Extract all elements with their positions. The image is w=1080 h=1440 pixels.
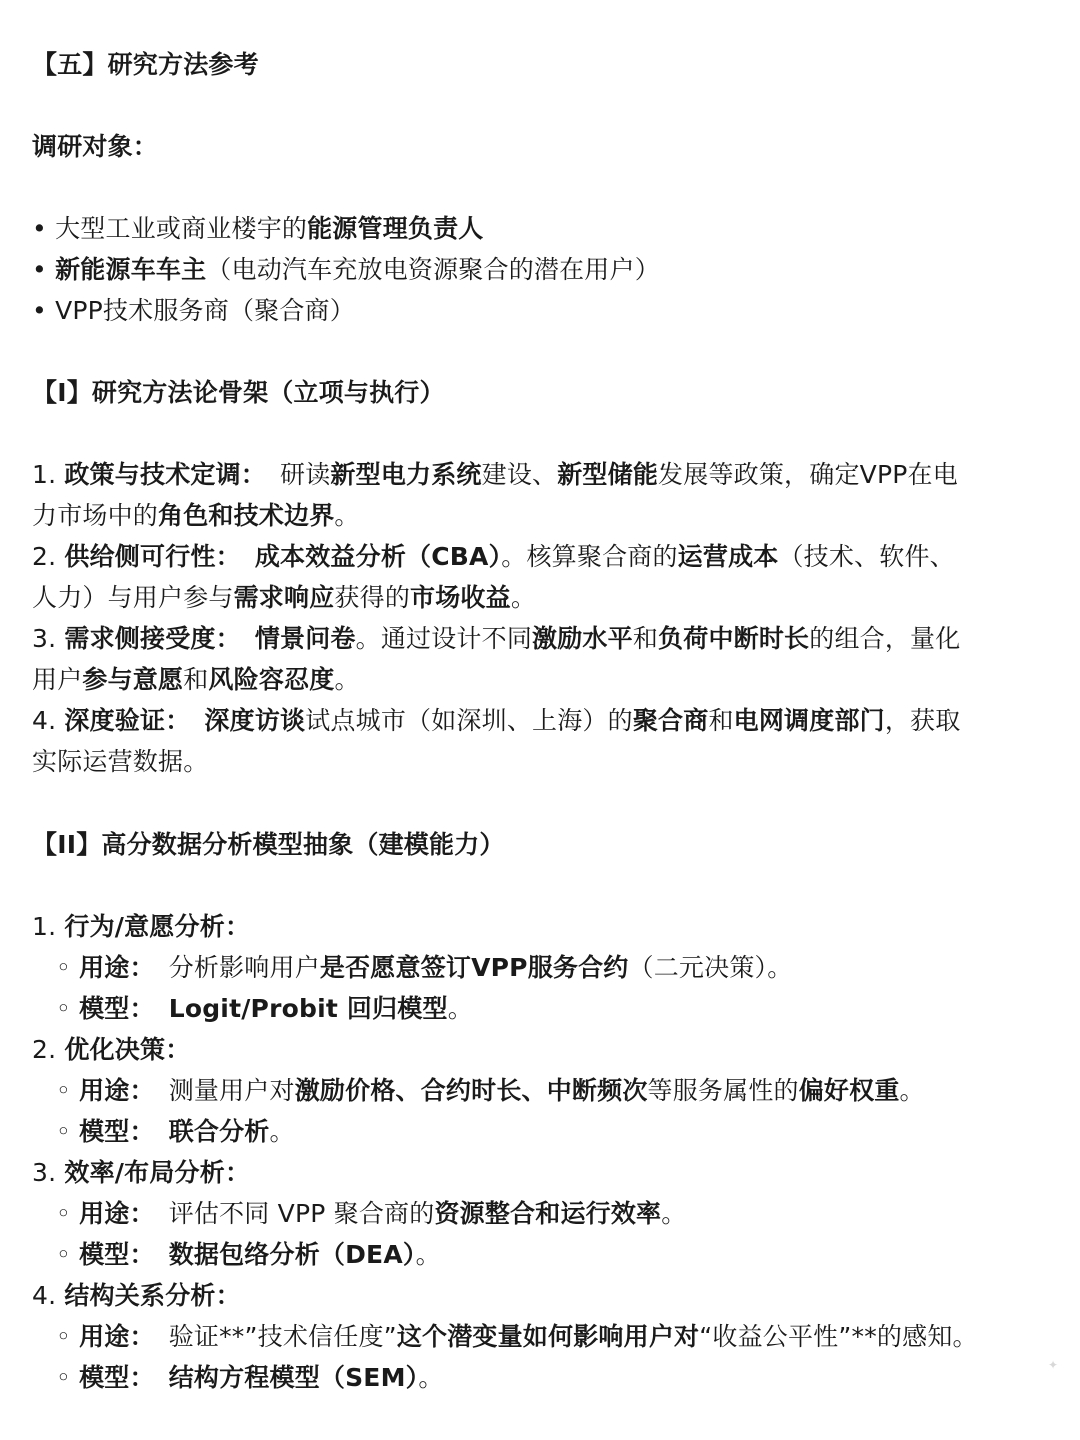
bold-text: 效率/布局分析：: [64, 1158, 251, 1187]
text-segment: ◦: [56, 1117, 80, 1146]
bold-text: 模型：: [79, 994, 155, 1023]
text-segment: 4.: [32, 706, 65, 735]
model-sub-item: [56, 1070, 1032, 1111]
text-segment: “收益公平性”**的感知。: [699, 1322, 978, 1351]
text-segment: 。: [418, 1363, 444, 1392]
framework-line: [32, 618, 1032, 659]
text-segment: 人力）与用户参与: [32, 583, 234, 612]
text-segment: ◦: [56, 953, 80, 982]
text-segment: 获得的: [334, 583, 411, 612]
text-segment: 研读: [280, 460, 331, 489]
bold-text: 用途：: [79, 1076, 155, 1105]
bold-text: 聚合商: [632, 706, 709, 735]
model-item: [32, 1029, 1032, 1070]
bold-text: 深度验证：: [64, 706, 191, 735]
text-segment: 。通过设计不同: [355, 624, 533, 653]
respondents-title: 调研对象：: [32, 132, 159, 161]
model-sub-item: [56, 988, 1032, 1029]
bold-text: 行为/意愿分析：: [64, 912, 251, 941]
bold-text: 激励水平: [532, 624, 633, 653]
text-segment: 建设、: [481, 460, 558, 489]
text-segment: 分析影响用户: [168, 953, 320, 982]
text-segment: 1.: [32, 460, 65, 489]
models-title: 【II】高分数据分析模型抽象（建模能力）: [32, 830, 505, 859]
bold-text: 能源管理负责人: [307, 214, 484, 243]
text-segment: 2.: [32, 1035, 65, 1064]
framework-line: [32, 454, 1032, 495]
text-segment: （二元决策）。: [628, 953, 793, 982]
bold-text: 这个潜变量如何影响用户对: [396, 1322, 700, 1351]
text-segment: 力市场中的: [32, 501, 159, 530]
bold-text: 深度访谈: [204, 706, 306, 735]
text-segment: ◦: [56, 1076, 80, 1105]
model-sub-item: [56, 1111, 1032, 1152]
bold-text: 运营成本: [677, 542, 779, 571]
text-segment: 等服务属性的: [647, 1076, 799, 1105]
bold-text: 政策与技术定调：: [64, 460, 267, 489]
bold-text: 用途：: [79, 1322, 155, 1351]
model-item: [32, 906, 1032, 947]
text-segment: 。: [661, 1199, 687, 1228]
sparkle-icon: ✦: [1048, 1358, 1059, 1372]
text-segment: 和: [632, 624, 659, 653]
bold-text: 联合分析: [168, 1117, 270, 1146]
bold-text: 新能源车车主: [55, 255, 207, 284]
respondent-item: [32, 208, 1032, 249]
bold-text: 供给侧可行性：: [64, 542, 241, 571]
text-segment: 的组合，量化: [809, 624, 961, 653]
text-segment: （技术、软件、: [778, 542, 955, 571]
respondent-item: [32, 249, 1032, 290]
model-item: [32, 1275, 1032, 1316]
framework-line: [32, 495, 1032, 536]
text-segment: 。: [415, 1240, 441, 1269]
bold-text: 负荷中断时长: [658, 624, 810, 653]
bold-text: 情景问卷: [254, 624, 356, 653]
bold-text: 模型：: [79, 1363, 155, 1392]
text-segment: 。: [334, 501, 360, 530]
bold-text: 新型电力系统: [330, 460, 482, 489]
framework-line: [32, 741, 1032, 782]
text-segment: （电动汽车充放电资源聚合的潜在用户）: [206, 255, 660, 284]
text-segment: 4.: [32, 1281, 65, 1310]
bold-text: 新型储能: [557, 460, 659, 489]
model-sub-item: [56, 1357, 1032, 1398]
bold-text: 优化决策：: [64, 1035, 191, 1064]
text-segment: 2.: [32, 542, 65, 571]
text-segment: ◦: [56, 1199, 80, 1228]
text-segment: ◦: [56, 1322, 80, 1351]
bold-text: 数据包络分析（DEA）: [168, 1240, 416, 1269]
bold-text: 是否愿意签订VPP服务合约: [319, 953, 629, 982]
model-item: [32, 1152, 1032, 1193]
bold-text: 用途：: [79, 1199, 155, 1228]
bold-text: 市场收益: [410, 583, 511, 612]
framework-line: [32, 577, 1032, 618]
text-segment: 。核算聚合商的: [501, 542, 678, 571]
bold-text: 激励价格、合约时长、中断频次: [294, 1076, 648, 1105]
model-sub-item: [56, 1193, 1032, 1234]
text-segment: 。: [447, 994, 473, 1023]
bold-text: 结构方程模型（SEM）: [168, 1363, 419, 1392]
text-segment: 和: [183, 665, 209, 694]
bold-text: 偏好权重: [798, 1076, 900, 1105]
bold-text: 结构关系分析：: [64, 1281, 241, 1310]
text-segment: • VPP技术服务商（聚合商）: [32, 296, 355, 325]
text-segment: ◦: [56, 1363, 80, 1392]
bold-text: 需求侧接受度：: [64, 624, 241, 653]
bold-text: 参与意愿: [82, 665, 184, 694]
framework-title: 【I】研究方法论骨架（立项与执行）: [32, 378, 445, 407]
framework-line: [32, 700, 1032, 741]
text-segment: 。: [269, 1117, 295, 1146]
bold-text: 电网调度部门: [733, 706, 885, 735]
bold-text: 成本效益分析（CBA）: [254, 542, 502, 571]
text-segment: 实际运营数据。: [32, 747, 209, 776]
text-segment: 发展等政策，确定VPP在电: [658, 460, 958, 489]
text-segment: 验证**”技术信任度”: [168, 1322, 397, 1351]
text-segment: ◦: [56, 1240, 80, 1269]
respondent-item: [32, 290, 1032, 331]
text-segment: 3.: [32, 624, 65, 653]
text-segment: 测量用户对: [168, 1076, 295, 1105]
text-segment: 用户: [32, 665, 83, 694]
bold-text: 用途：: [79, 953, 155, 982]
text-segment: • 大型工业或商业楼宇的: [32, 214, 308, 243]
text-segment: 和: [708, 706, 734, 735]
model-sub-item: [56, 1316, 1032, 1357]
bold-text: 角色和技术边界: [158, 501, 335, 530]
framework-line: [32, 536, 1032, 577]
text-segment: 。: [510, 583, 537, 612]
framework-line: [32, 659, 1032, 700]
model-sub-item: [56, 947, 1032, 988]
text-segment: 1.: [32, 912, 65, 941]
bold-text: Logit/Probit 回归模型: [168, 994, 448, 1023]
section-title: 【五】研究方法参考: [32, 50, 259, 79]
text-segment: •: [32, 255, 56, 284]
model-sub-item: [56, 1234, 1032, 1275]
text-segment: 。: [334, 665, 360, 694]
bold-text: 模型：: [79, 1117, 155, 1146]
text-segment: 3.: [32, 1158, 65, 1187]
bold-text: 模型：: [79, 1240, 155, 1269]
text-segment: 。: [899, 1076, 925, 1105]
text-segment: 试点城市（如深圳、上海）的: [305, 706, 633, 735]
bold-text: 资源整合和运行效率: [434, 1199, 662, 1228]
bold-text: 风险容忍度: [208, 665, 335, 694]
text-segment: ，获取: [884, 706, 961, 735]
text-segment: 评估不同 VPP 聚合商的: [168, 1199, 435, 1228]
bold-text: 需求响应: [233, 583, 335, 612]
text-segment: ◦: [56, 994, 80, 1023]
